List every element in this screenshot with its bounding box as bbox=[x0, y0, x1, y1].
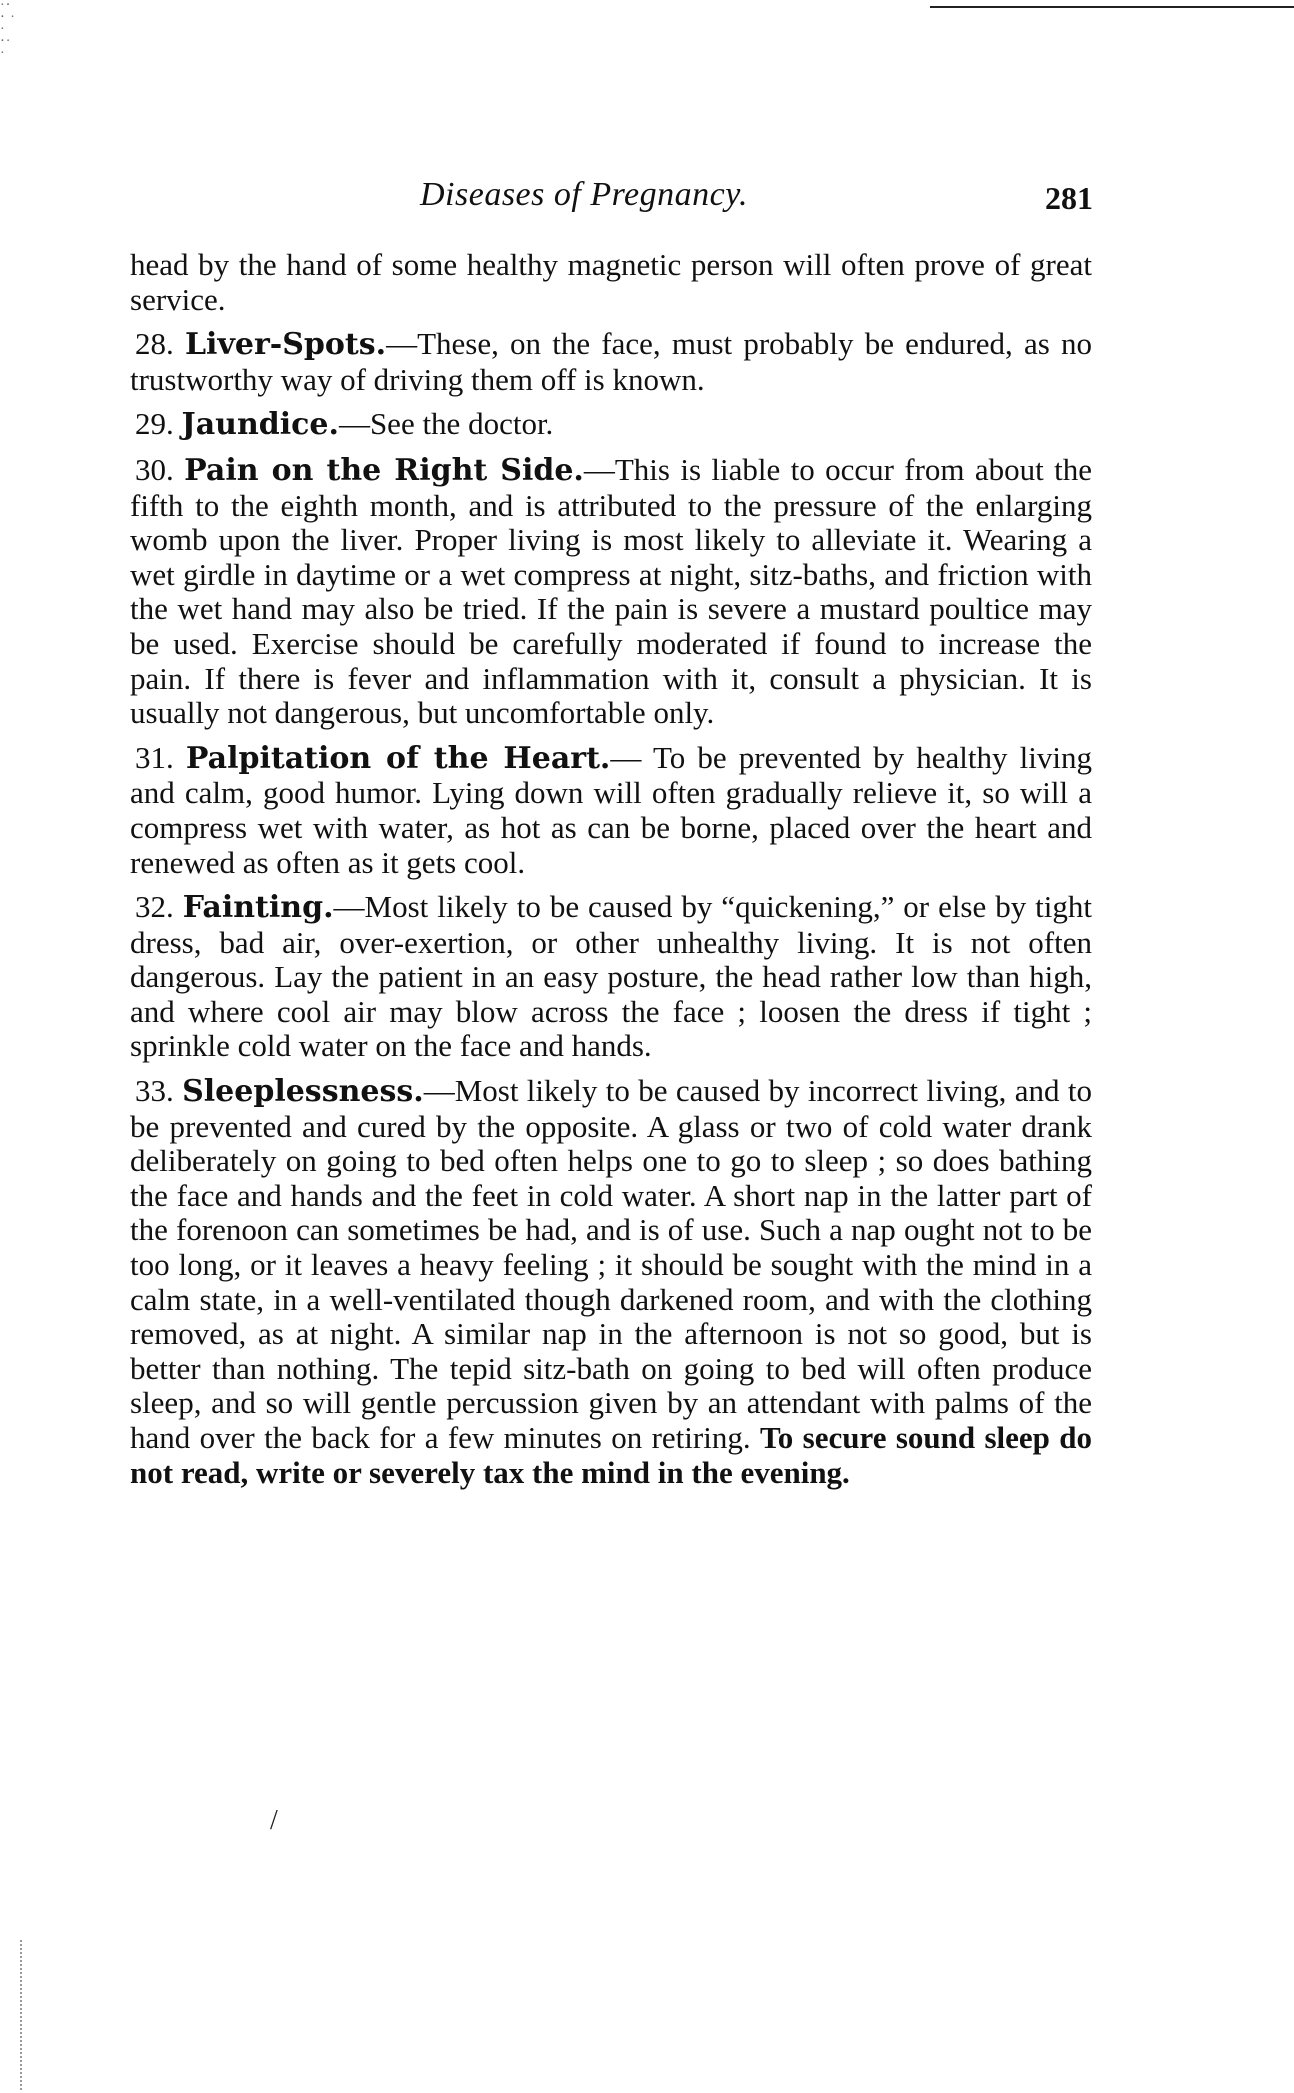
entry-paragraph bbox=[130, 407, 1092, 443]
corner-scan-artifact: ·⋅ ⋅ · · ⋅· · bbox=[0, 0, 16, 61]
entry-paragraph bbox=[130, 1074, 1092, 1490]
entry-text: —Most likely to be caused by “quickening,” or else by tight dress, bad air, over-exertion, or other unhealthy living. It is not often dangerous. Lay the patient in an easy posture, the head rather low than high, and where cool air may blow across the face ; loosen the dress if tight ; sprinkle cold water on the face and hands. bbox=[130, 889, 1093, 1064]
entry-number: 30. bbox=[135, 451, 174, 487]
page-number: 281 bbox=[1045, 180, 1093, 216]
stray-ink-mark: / bbox=[270, 1805, 278, 1836]
running-head bbox=[0, 176, 1294, 216]
entry-title: Fainting. bbox=[182, 890, 334, 926]
entry-title: Jaundice. bbox=[181, 407, 339, 443]
top-edge-rule bbox=[930, 6, 1294, 8]
entry-number: 31. bbox=[135, 739, 174, 775]
entry-title: Sleeplessness. bbox=[182, 1074, 424, 1110]
entry-paragraph bbox=[130, 453, 1092, 731]
entry-text: —This is liable to occur from about the fifth to the eighth month, and is attributed to the pressure of the enlarging womb upon the liver. Proper living is most likely to alleviate it. Wearing a wet girdle in daytime or a wet compress at night, sitz-baths, and friction with the wet hand may also be tried. If the pain is severe a mustard poultice may be used. Exercise should be carefully moderated if found to increase the pain. If there is fever and inflammation with it, consult a physician. It is usually not dangerous, but uncomfortable only. bbox=[130, 451, 1093, 731]
entry-number: 29. bbox=[135, 406, 174, 442]
entry-paragraph bbox=[130, 741, 1092, 880]
intro-paragraph bbox=[130, 248, 1092, 317]
entry-paragraph bbox=[130, 890, 1092, 1064]
entry-title: Pain on the Right Side. bbox=[184, 452, 584, 488]
entry-text: —Most likely to be caused by incorrect living, and to be prevented and cured by the opposite. A glass or two of cold water drank deliberately on going to bed often helps one to go to sleep ; so does bathing the face and hands and the feet in cold water. A short nap in the latter part of the forenoon can sometimes be had, and is of use. Such a nap ought not to be too long, or it leaves a heavy feeling ; it should be sought with the mind in a calm state, in a well-ventilated though darkened room, and with the clothing removed, as at night. A similar nap in the afternoon is not so good, but is better than nothing. The tepid sitz-bath on going to bed will often produce sleep, and so will gentle percussion given by an attendant with palms of the hand over the back for a few minutes on retiring. bbox=[130, 1073, 1093, 1455]
intro-text: head by the hand of some healthy magnetic person will often prove of great service. bbox=[130, 247, 1092, 317]
entry-closing-text: To secure sound sleep do not read, write or severely tax the mind in the evening. bbox=[130, 1420, 1093, 1490]
running-title: Diseases of Pregnancy. bbox=[420, 176, 748, 213]
entry-text: —These, on the face, must probably be endured, as no trustworthy way of driving them off is known. bbox=[130, 326, 1092, 397]
text-column bbox=[130, 248, 1092, 1500]
entry-text: —See the doctor. bbox=[338, 406, 554, 442]
entry-number: 33. bbox=[135, 1073, 174, 1109]
entry-title: Palpitation of the Heart. bbox=[185, 740, 611, 776]
margin-scan-artifact bbox=[20, 1940, 36, 2090]
entry-paragraph bbox=[130, 327, 1092, 397]
entry-number: 32. bbox=[135, 889, 174, 925]
entry-number: 28. bbox=[135, 326, 174, 362]
entry-title: Liver-Spots. bbox=[184, 327, 387, 363]
entry-text: — To be prevented by healthy living and calm, good humor. Lying down will often gradually relieve it, so will a compress wet with water, as hot as can be borne, placed over the heart and renewed as often as it gets cool. bbox=[130, 739, 1092, 880]
